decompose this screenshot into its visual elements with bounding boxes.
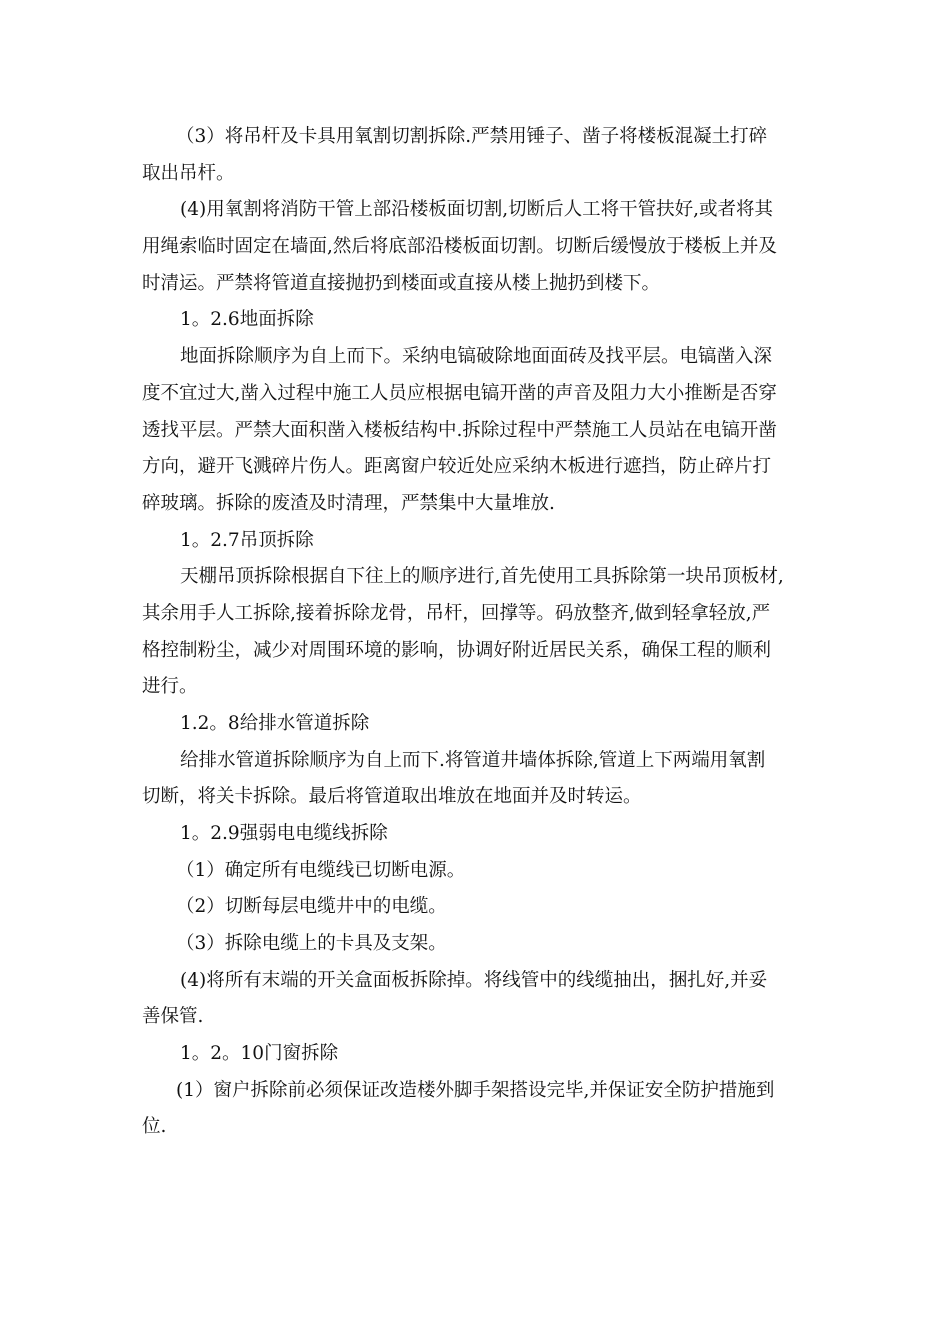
- paragraph-line: 进行。: [142, 676, 198, 697]
- paragraph-line: （3）将吊杆及卡具用氧割切割拆除.严禁用锤子、凿子将楼板混凝土打碎: [176, 126, 768, 147]
- paragraph-line: 善保管.: [142, 1006, 204, 1027]
- section-heading: 1。2.9强弱电电缆线拆除: [180, 823, 388, 844]
- paragraph-line: 时清运。严禁将管道直接抛扔到楼面或直接从楼上抛扔到楼下。: [142, 273, 661, 294]
- paragraph-line: 格控制粉尘，减少对周围环境的影响，协调好附近居民关系，确保工程的顺利: [142, 640, 772, 661]
- list-item: （1）确定所有电缆线已切断电源。: [176, 860, 466, 881]
- paragraph-line: 用绳索临时固定在墙面,然后将底部沿楼板面切割。切断后缓慢放于楼板上并及: [142, 236, 777, 257]
- list-item: （3）拆除电缆上的卡具及支架。: [176, 933, 447, 954]
- paragraph-line: 碎玻璃。拆除的废渣及时清理，严禁集中大量堆放.: [142, 493, 555, 514]
- paragraph-line: 位.: [142, 1116, 167, 1137]
- paragraph-line: (4)用氧割将消防干管上部沿楼板面切割,切断后人工将干管扶好,或者将其: [180, 199, 773, 220]
- section-heading: 1。2.6地面拆除: [180, 309, 314, 330]
- list-item: （2）切断每层电缆井中的电缆。: [176, 896, 447, 917]
- paragraph-line: 地面拆除顺序为自上而下。采纳电镐破除地面面砖及找平层。电镐凿入深: [180, 346, 773, 367]
- paragraph-line: 给排水管道拆除顺序为自上而下.将管道井墙体拆除,管道上下两端用氧割: [180, 750, 766, 771]
- paragraph-line: 透找平层。严禁大面积凿入楼板结构中.拆除过程中严禁施工人员站在电镐开凿: [142, 420, 777, 441]
- paragraph-line: 取出吊杆。: [142, 163, 235, 184]
- section-heading: 1。2。10门窗拆除: [180, 1043, 339, 1064]
- paragraph-line: 其余用手人工拆除,接着拆除龙骨，吊杆，回撑等。码放整齐,做到轻拿轻放,严: [142, 603, 771, 624]
- section-heading: 1。2.7吊顶拆除: [180, 530, 314, 551]
- paragraph-line: 度不宜过大,凿入过程中施工人员应根据电镐开凿的声音及阻力大小推断是否穿: [142, 383, 777, 404]
- list-item: (1）窗户拆除前必须保证改造楼外脚手架搭设完毕,并保证安全防护措施到: [176, 1080, 775, 1101]
- list-item: (4)将所有末端的开关盒面板拆除掉。将线管中的线缆抽出，捆扎好,并妥: [180, 970, 768, 991]
- paragraph-line: 切断，将关卡拆除。最后将管道取出堆放在地面并及时转运。: [142, 786, 642, 807]
- section-heading: 1.2。8给排水管道拆除: [180, 713, 370, 734]
- paragraph-line: 方向，避开飞溅碎片伤人。距离窗户较近处应采纳木板进行遮挡，防止碎片打: [142, 456, 772, 477]
- paragraph-line: 天棚吊顶拆除根据自下往上的顺序进行,首先使用工具拆除第一块吊顶板材,: [180, 566, 784, 587]
